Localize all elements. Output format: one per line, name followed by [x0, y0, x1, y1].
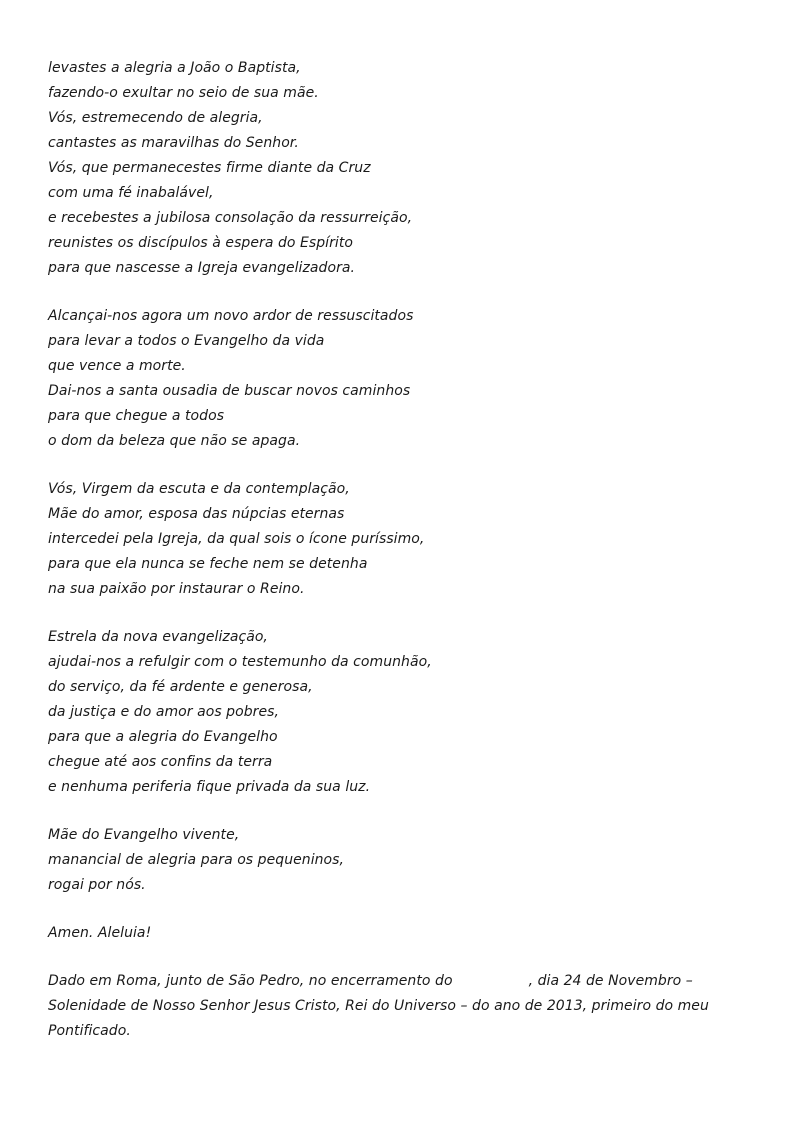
poem-line: Amen. Aleluia! [48, 925, 152, 941]
stanza-1 [48, 56, 738, 281]
closing-line-3: Pontificado. [48, 1023, 131, 1039]
poem-line: ajudai-nos a refulgir com o testemunho da comunhão, [48, 654, 432, 670]
poem-line: da justiça e do amor aos pobres, [48, 704, 279, 720]
poem-line: fazendo-o exultar no seio de sua mãe. [48, 85, 319, 101]
closing-text-before-gap: Dado em Roma, junto de São Pedro, no encerramento do [48, 973, 453, 989]
poem-line: o dom da beleza que não se apaga. [48, 433, 301, 449]
stanza-3 [48, 477, 738, 602]
poem-line: com uma fé inabalável, [48, 185, 214, 201]
stanza-2 [48, 304, 738, 454]
poem-line: Mãe do Evangelho vivente, [48, 827, 240, 843]
poem-line: Dai-nos a santa ousadia de buscar novos caminhos [48, 383, 411, 399]
closing-line-1 [48, 969, 738, 994]
poem-line: Vós, estremecendo de alegria, [48, 110, 263, 126]
poem-line: manancial de alegria para os pequeninos, [48, 852, 345, 868]
poem-line: do serviço, da fé ardente e generosa, [48, 679, 313, 695]
poem-line: Mãe do amor, esposa das núpcias eternas [48, 506, 345, 522]
stanza-4 [48, 625, 738, 800]
poem-line: Alcançai-nos agora um novo ardor de ressuscitados [48, 308, 414, 324]
poem-line: para que ela nunca se feche nem se detenha [48, 556, 368, 572]
closing-line-2: Solenidade de Nosso Senhor Jesus Cristo, Rei do Universo – do ano de 2013, primeiro do meu [48, 998, 709, 1014]
closing-paragraph [48, 969, 738, 1044]
poem-line: que vence a morte. [48, 358, 186, 374]
poem-line: para que chegue a todos [48, 408, 225, 424]
poem-line: levastes a alegria a João o Baptista, [48, 60, 301, 76]
stanza-6 [48, 921, 738, 946]
poem-line: Estrela da nova evangelização, [48, 629, 268, 645]
poem-line: reunistes os discípulos à espera do Espírito [48, 235, 354, 251]
poem-line: Vós, Virgem da escuta e da contemplação, [48, 481, 350, 497]
poem-line: rogai por nós. [48, 877, 146, 893]
poem-line: intercedei pela Igreja, da qual sois o ícone puríssimo, [48, 531, 425, 547]
poem-line: para que a alegria do Evangelho [48, 729, 278, 745]
poem-line: cantastes as maravilhas do Senhor. [48, 135, 299, 151]
poem-line: Vós, que permanecestes firme diante da Cruz [48, 160, 371, 176]
poem-line: chegue até aos confins da terra [48, 754, 273, 770]
document-page [48, 56, 738, 1044]
stanza-5 [48, 823, 738, 898]
poem-line: e nenhuma periferia fique privada da sua luz. [48, 779, 371, 795]
poem-line: e recebestes a jubilosa consolação da ressurreição, [48, 210, 413, 226]
poem-line: para levar a todos o Evangelho da vida [48, 333, 325, 349]
poem-line: para que nascesse a Igreja evangelizadora. [48, 260, 356, 276]
poem-line: na sua paixão por instaurar o Reino. [48, 581, 305, 597]
closing-text-after-gap: , dia 24 de Novembro – [528, 973, 693, 989]
